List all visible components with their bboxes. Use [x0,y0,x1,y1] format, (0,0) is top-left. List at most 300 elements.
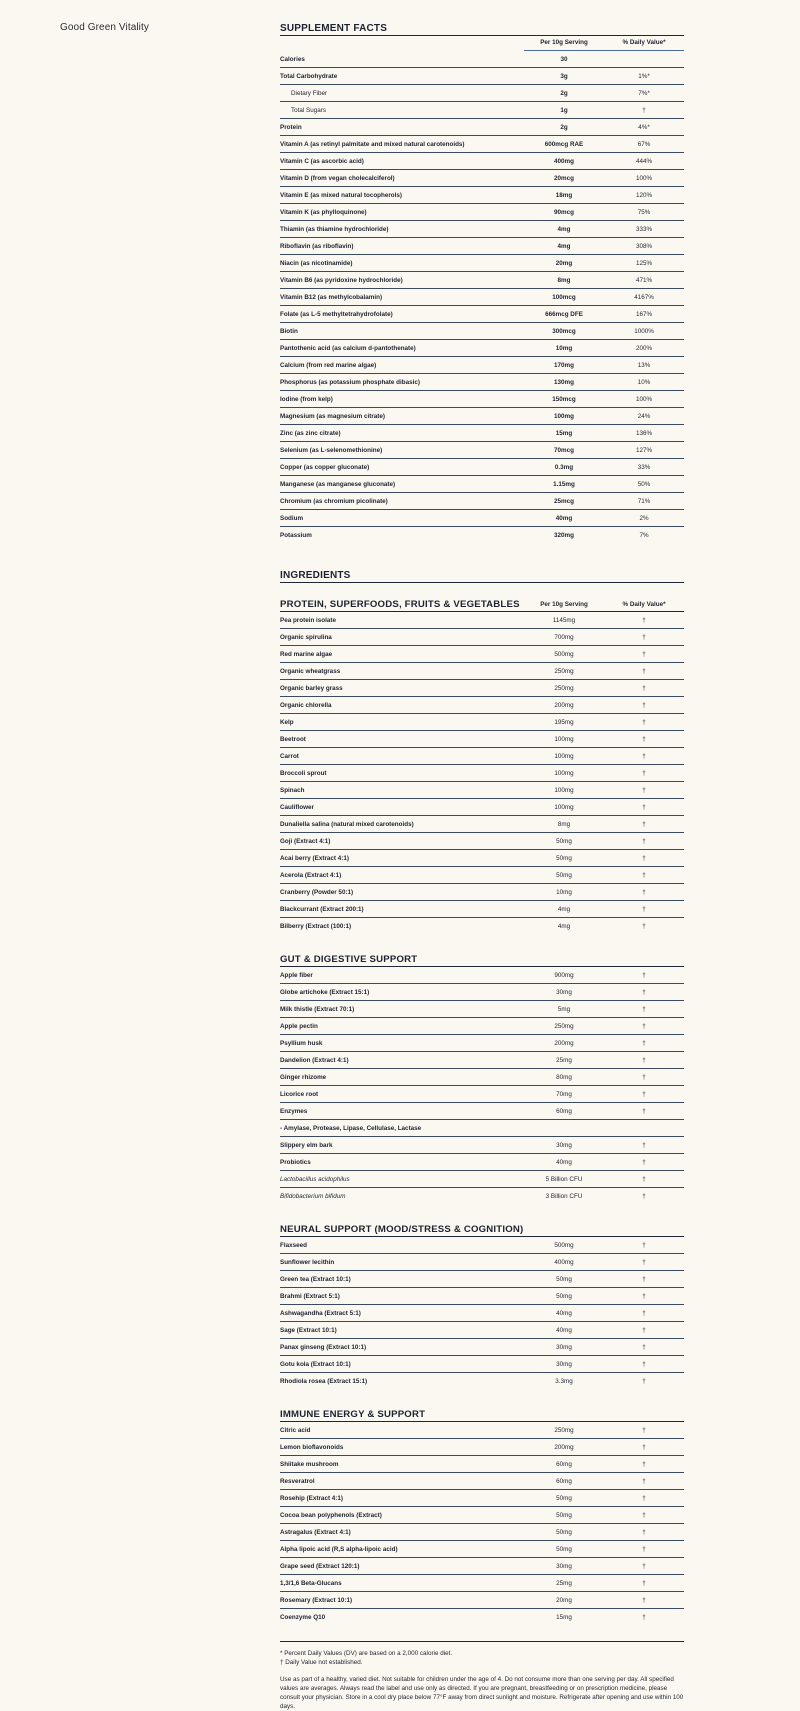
section-header [280,1222,684,1237]
amount-per-serving: 15mg [556,1613,572,1621]
nutrient-name: Total Sugars [291,106,327,114]
daily-value: † [642,1192,646,1200]
nutrient-name: Chromium (as chromium picolinate) [280,497,388,505]
table-row [280,1001,684,1018]
daily-value: † [642,684,646,692]
section-title: NEURAL SUPPORT (MOOD/STRESS & COGNITION) [280,1224,524,1235]
daily-value: 4167% [634,293,654,301]
amount-per-serving: 50mg [556,1511,572,1519]
table-row [280,391,684,408]
nutrient-name: Copper (as copper gluconate) [280,463,370,471]
nutrient-name: Probiotics [280,1158,311,1166]
nutrient-name: Brahmi (Extract 5:1) [280,1292,340,1300]
table-row [280,1271,684,1288]
nutrient-name: Thiamin (as thiamine hydrochloride) [280,225,389,233]
table-row [280,850,684,867]
table-row [280,527,684,543]
nutrient-name: Vitamin C (as ascorbic acid) [280,157,364,165]
amount-per-serving: 15mg [555,429,573,437]
daily-value: 50% [637,480,651,488]
nutrient-name: Organic chlorella [280,701,332,709]
table-row [280,984,684,1001]
daily-value: † [642,1241,646,1249]
daily-value: † [642,786,646,794]
daily-value: † [642,752,646,760]
brand-name: Good Green Vitality [60,22,149,33]
table-row [280,1575,684,1592]
amount-per-serving: 60mg [556,1107,572,1115]
daily-value: † [642,922,646,930]
section-header [280,952,684,967]
table-row [280,136,684,153]
daily-value: † [642,616,646,624]
nutrient-name: Vitamin D (from vegan cholecalciferol) [280,174,395,182]
dv-footnote: * Percent Daily Values (DV) are based on a 2,000 calorie diet. [280,1650,453,1657]
nutrient-name: Riboflavin (as riboflavin) [280,242,354,250]
table-row [280,187,684,204]
table-row [280,1035,684,1052]
table-row [280,255,684,272]
table-row [280,1288,684,1305]
daily-value: 471% [635,276,653,284]
amount-per-serving: 25mg [556,1579,572,1587]
amount-per-serving: 80mg [556,1073,572,1081]
daily-value: † [642,1596,646,1604]
amount-per-serving: 30mg [556,1141,572,1149]
table-row [280,170,684,187]
table-row [280,408,684,425]
amount-per-serving: 2g [560,89,568,97]
nutrient-name: Lactobacillus acidophilus [280,1175,350,1183]
amount-per-serving: 100mg [554,786,574,794]
daily-value: † [642,701,646,709]
amount-per-serving: 50mg [556,1275,572,1283]
amount-per-serving: 900mg [554,971,574,979]
table-row [280,1339,684,1356]
nutrient-name: Slippery elm bark [280,1141,333,1149]
table-row [280,1609,684,1625]
amount-per-serving: 70mg [556,1090,572,1098]
amount-per-serving: 25mg [556,1056,572,1064]
nutrient-name: Pantothenic acid (as calcium d-pantothenate) [280,344,416,352]
daily-value: 444% [635,157,653,165]
table-row [280,884,684,901]
daily-value: 10% [637,378,651,386]
table-row [280,51,684,68]
table-row [280,1592,684,1609]
daily-value: 100% [635,395,653,403]
nutrient-name: Resveratrol [280,1477,315,1485]
section-title: GUT & DIGESTIVE SUPPORT [280,954,418,965]
amount-per-serving: 30mg [556,1562,572,1570]
nutrient-name: Apple fiber [280,971,313,979]
amount-per-serving: 200mg [554,1443,574,1451]
amount-per-serving: 700mg [554,633,574,641]
nutrient-name: Blackcurrant (Extract 200:1) [280,905,364,913]
amount-per-serving: 40mg [555,514,573,522]
daily-value: † [642,1258,646,1266]
amount-per-serving: 4mg [557,225,571,233]
amount-per-serving: 400mg [554,1258,574,1266]
nutrient-name: Organic spirulina [280,633,332,641]
nutrient-name: Goji (Extract 4:1) [280,837,331,845]
daily-value: 1000% [634,327,654,335]
amount-per-serving: 8mg [557,276,571,284]
table-row [280,221,684,238]
nutrient-name: Panax ginseng (Extract 10:1) [280,1343,367,1351]
table-row [280,459,684,476]
daily-value: † [642,854,646,862]
table-row [280,1052,684,1069]
amount-per-serving: 8mg [557,820,571,828]
daily-value: 167% [635,310,653,318]
daily-value-column-header: % Daily Value* [604,36,684,51]
amount-per-serving: 250mg [554,1426,574,1434]
table-row [280,680,684,697]
nutrient-name: Beetroot [280,735,306,743]
daily-value: † [642,1477,646,1485]
table-row [280,68,684,85]
table-row [280,1254,684,1271]
table-row [280,119,684,136]
daily-value: 4%* [638,123,650,131]
daily-value: † [642,803,646,811]
daily-value: † [642,905,646,913]
nutrient-name: Citric acid [280,1426,311,1434]
nutrient-name: Cranberry (Powder 50:1) [280,888,354,896]
dagger-footnote: † Daily Value not established. [280,1659,363,1666]
amount-per-serving: 50mg [556,1292,572,1300]
daily-value: † [642,1579,646,1587]
amount-per-serving: 130mg [554,378,574,386]
nutrient-name: Alpha lipoic acid (R,S alpha-lipoic acid) [280,1545,398,1553]
table-row [280,663,684,680]
table-row [280,323,684,340]
nutrient-name: Sunflower lecithin [280,1258,335,1266]
amount-per-serving: 3g [560,72,568,80]
nutrient-name: Zinc (as zinc citrate) [280,429,341,437]
nutrient-name: Cocoa bean polyphenols (Extract) [280,1511,382,1519]
nutrient-name: Enzymes [280,1107,308,1115]
usage-instructions: Use as part of a healthy, varied diet. Not suitable for children under the age of 4. Do not consume more than one serving per day. All specified values are averages. Always read the label and use only as directed. If you are pregnant, breastfeeding or on prescription medicine, please consult your physician. Store in a cool dry place below 77°F away from direct sunlight and moisture. Refrigerate after opening and use within 100 days. [280,1676,684,1710]
nutrient-name: Lemon bioflavonoids [280,1443,344,1451]
amount-per-serving: 50mg [556,1545,572,1553]
daily-value: † [642,1158,646,1166]
daily-value: † [642,735,646,743]
nutrient-name: 1,3/1,6 Beta-Glucans [280,1579,342,1587]
table-row [280,493,684,510]
nutrient-name: Coenzyme Q10 [280,1613,326,1621]
amount-per-serving: 250mg [554,684,574,692]
nutrient-name: Acai berry (Extract 4:1) [280,854,349,862]
amount-per-serving: 50mg [556,837,572,845]
amount-per-serving: 40mg [556,1326,572,1334]
daily-value: † [642,1343,646,1351]
nutrient-name: Astragalus (Extract 4:1) [280,1528,351,1536]
daily-value: † [642,1528,646,1536]
amount-per-serving: 100mg [554,769,574,777]
daily-value: † [642,971,646,979]
nutrient-name: Ashwagandha (Extract 5:1) [280,1309,361,1317]
nutrient-name: Selenium (as L-selenomethionine) [280,446,383,454]
nutrient-name: Vitamin E (as mixed natural tocopherols) [280,191,403,199]
daily-value: 136% [635,429,653,437]
amount-per-serving: 100mg [554,412,574,420]
nutrient-name: Acerola (Extract 4:1) [280,871,342,879]
daily-value: † [642,650,646,658]
amount-per-serving: 2g [560,123,568,131]
table-row [280,646,684,663]
label-panel [280,22,684,1711]
nutrient-name: Pea protein isolate [280,616,336,624]
nutrient-name: Licorice root [280,1090,319,1098]
daily-value: 75% [637,208,651,216]
table-row [280,901,684,918]
amount-per-serving: 250mg [554,667,574,675]
amount-per-serving: 500mg [554,650,574,658]
table-row [280,967,684,984]
amount-per-serving: 50mg [556,854,572,862]
daily-value: † [642,718,646,726]
amount-per-serving: 320mg [554,531,574,539]
table-row [280,442,684,459]
table-row [280,1507,684,1524]
nutrient-name: Biotin [280,327,298,335]
amount-per-serving: 5 Billion CFU [545,1175,583,1183]
nutrient-name: Manganese (as manganese gluconate) [280,480,396,488]
daily-value: 24% [637,412,651,420]
daily-value: 308% [635,242,653,250]
nutrient-name: Grape seed (Extract 120:1) [280,1562,360,1570]
daily-value: † [642,1275,646,1283]
table-row [280,799,684,816]
nutrient-name: Total Carbohydrate [280,72,338,80]
nutrient-name: Vitamin K (as phylloquinone) [280,208,367,216]
amount-per-serving: 1145mg [552,616,576,624]
nutrient-name: Organic wheatgrass [280,667,341,675]
nutrient-name: Green tea (Extract 10:1) [280,1275,351,1283]
table-row [280,1473,684,1490]
table-row [280,714,684,731]
daily-value: † [642,1613,646,1621]
daily-value: 13% [637,361,651,369]
table-row [280,1171,684,1188]
footer-divider [280,1641,684,1642]
daily-value: † [642,1022,646,1030]
amount-per-serving: 200mg [554,701,574,709]
amount-per-serving: 18mg [555,191,573,199]
daily-value: † [642,1377,646,1385]
daily-value: 100% [635,174,653,182]
nutrient-name: Cauliflower [280,803,314,811]
amount-per-serving: 90mcg [554,208,574,216]
daily-value: † [642,1309,646,1317]
nutrient-name: Dietary Fiber [291,89,328,97]
amount-per-serving: 170mg [554,361,574,369]
nutrient-name: Calcium (from red marine algae) [280,361,377,369]
nutrient-name: Niacin (as nicotinamide) [280,259,353,267]
nutrient-name: Carrot [280,752,299,760]
amount-per-serving: 100mg [554,803,574,811]
amount-per-serving: 100mg [554,735,574,743]
table-row [280,629,684,646]
amount-per-serving: 20mg [555,259,573,267]
amount-per-serving: 30mg [556,1360,572,1368]
table-row [280,374,684,391]
daily-value: † [642,1005,646,1013]
daily-value: 127% [635,446,653,454]
daily-value: 120% [635,191,653,199]
daily-value: † [642,1562,646,1570]
ingredient-sections [280,583,684,1625]
daily-value: † [642,871,646,879]
amount-per-serving: 40mg [556,1309,572,1317]
amount-per-serving: 1g [560,106,568,114]
table-row [280,1237,684,1254]
section-title: IMMUNE ENERGY & SUPPORT [280,1409,426,1420]
amount-per-serving: 50mg [556,871,572,879]
serving-column-header: Per 10g Serving [540,601,588,608]
nutrient-name: Phosphorus (as potassium phosphate dibasic) [280,378,420,386]
amount-per-serving: 1.15mg [553,480,575,488]
daily-value: 67% [637,140,651,148]
amount-per-serving: 50mg [556,1494,572,1502]
nutrient-name: Sodium [280,514,304,522]
table-row [280,731,684,748]
amount-per-serving: 400mg [554,157,574,165]
amount-per-serving: 195mg [554,718,574,726]
table-row [280,1103,684,1120]
table-row [280,1373,684,1389]
table-row [280,1490,684,1507]
table-row [280,782,684,799]
daily-value: † [642,1426,646,1434]
daily-value: † [642,106,646,114]
table-row [280,748,684,765]
amount-per-serving: 250mg [554,1022,574,1030]
table-row [280,1322,684,1339]
nutrient-name: Sage (Extract 10:1) [280,1326,337,1334]
daily-value: † [642,1141,646,1149]
daily-value: † [642,988,646,996]
nutrient-name: Vitamin A (as retinyl palmitate and mixed natural carotenoids) [280,140,465,148]
daily-value: 1%* [638,72,650,80]
amount-per-serving: 4mg [557,922,571,930]
nutrient-name: Broccoli sprout [280,769,327,777]
table-row [280,272,684,289]
serving-column-header: Per 10g Serving [524,36,604,51]
amount-per-serving: 30mg [556,988,572,996]
amount-per-serving: 60mg [556,1477,572,1485]
daily-value: † [642,633,646,641]
nutrient-name: Iodine (from kelp) [280,395,333,403]
daily-value: 333% [635,225,653,233]
nutrient-name: Bifidobacterium bifidum [280,1192,346,1200]
nutrient-name: Psyllium husk [280,1039,323,1047]
supplement-facts-table [280,51,684,543]
daily-value: † [642,1326,646,1334]
daily-value: † [642,820,646,828]
daily-value: 2% [639,514,649,522]
amount-per-serving: 70mcg [554,446,574,454]
section-header [280,597,684,612]
table-row [280,1524,684,1541]
section-title: PROTEIN, SUPERFOODS, FRUITS & VEGETABLES [280,599,520,610]
table-row [280,1120,684,1137]
nutrient-name: - Amylase, Protease, Lipase, Cellulase, Lactase [280,1124,422,1132]
nutrient-name: Shiitake mushroom [280,1460,339,1468]
table-row [280,102,684,119]
nutrient-name: Dunaliella salina (natural mixed carotenoids) [280,820,414,828]
table-row [280,697,684,714]
table-row [280,833,684,850]
table-row [280,425,684,442]
amount-per-serving: 300mcg [552,327,576,335]
daily-value: † [642,1292,646,1300]
table-row [280,612,684,629]
daily-value: † [642,1360,646,1368]
table-row [280,340,684,357]
table-row [280,867,684,884]
daily-value: † [642,1056,646,1064]
daily-value-column-header: % Daily Value* [622,601,666,608]
daily-value: † [642,667,646,675]
daily-value: 33% [637,463,651,471]
ingredients-title: INGREDIENTS [280,569,684,583]
nutrient-name: Organic barley grass [280,684,343,692]
nutrient-name: Ginger rhizome [280,1073,327,1081]
daily-value: 125% [635,259,653,267]
amount-per-serving: 40mg [556,1158,572,1166]
daily-value: † [642,1039,646,1047]
amount-per-serving: 60mg [556,1460,572,1468]
nutrient-name: Potassium [280,531,312,539]
daily-value: † [642,1443,646,1451]
table-row [280,85,684,102]
table-row [280,1305,684,1322]
nutrient-name: Gotu kola (Extract 10:1) [280,1360,351,1368]
daily-value: 7%* [638,89,650,97]
table-row [280,306,684,323]
nutrient-name: Dandelion (Extract 4:1) [280,1056,349,1064]
table-row [280,238,684,255]
daily-value: 71% [637,497,651,505]
table-row [280,918,684,934]
table-row [280,1188,684,1204]
daily-value: † [642,837,646,845]
table-row [280,1439,684,1456]
table-row [280,1456,684,1473]
amount-per-serving: 3 Billion CFU [545,1192,583,1200]
amount-per-serving: 500mg [554,1241,574,1249]
nutrient-name: Apple pectin [280,1022,318,1030]
amount-per-serving: 200mg [554,1039,574,1047]
table-row [280,510,684,527]
daily-value: † [642,1175,646,1183]
amount-per-serving: 10mg [555,344,573,352]
amount-per-serving: 666mcg DFE [545,310,583,318]
table-row [280,1018,684,1035]
table-row [280,1086,684,1103]
table-row [280,476,684,493]
nutrient-name: Vitamin B12 (as methylcobalamin) [280,293,383,301]
amount-per-serving: 30 [560,55,568,63]
amount-per-serving: 10mg [556,888,572,896]
daily-value: † [642,1107,646,1115]
daily-value: † [642,769,646,777]
table-row [280,1137,684,1154]
daily-value: † [642,1545,646,1553]
